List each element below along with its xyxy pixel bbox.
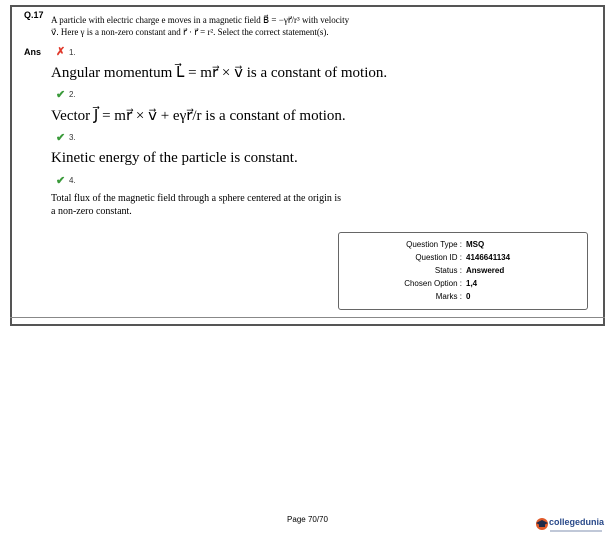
question-info-box bbox=[338, 232, 588, 310]
question-number: Q.17 bbox=[24, 10, 44, 20]
option-text: Kinetic energy of the particle is constant. bbox=[51, 150, 298, 166]
info-value: Answered bbox=[466, 266, 505, 275]
option-text-line-1: Total flux of the magnetic field through a sphere centered at the origin is bbox=[51, 193, 342, 204]
brand-tagline bbox=[550, 530, 602, 532]
info-label: Chosen Option : bbox=[404, 279, 462, 288]
brand-logo[interactable]: collegedunia bbox=[549, 517, 605, 527]
graduation-cap-icon bbox=[535, 518, 549, 530]
info-row-question-id bbox=[339, 253, 587, 265]
info-row-marks bbox=[339, 292, 587, 304]
info-label: Marks : bbox=[435, 292, 462, 301]
info-value: 4146641134 bbox=[466, 253, 511, 262]
option-text bbox=[51, 192, 421, 218]
info-row-question-type bbox=[339, 240, 587, 252]
info-value: 1,4 bbox=[466, 279, 478, 288]
option-text: Vector J⃗ = mr⃗ × v⃗ + eγr⃗/r is a constant of motion. bbox=[51, 108, 346, 124]
info-row-status bbox=[339, 266, 587, 278]
option-number: 3. bbox=[69, 133, 76, 142]
question-text-line-2: v⃗. Here γ is a non-zero constant and r⃗ · r⃗ = r². Select the correct statement(s). bbox=[51, 27, 329, 37]
check-icon: ✔ bbox=[56, 89, 66, 101]
cross-icon: ✗ bbox=[56, 46, 66, 58]
option-text-line-2: a non-zero constant. bbox=[51, 206, 132, 217]
info-value: MSQ bbox=[466, 240, 485, 249]
panel-divider bbox=[10, 317, 605, 318]
info-label: Status : bbox=[434, 266, 462, 275]
page-number: Page 70/70 bbox=[287, 515, 328, 524]
option-number: 1. bbox=[69, 48, 76, 57]
info-label: Question ID : bbox=[415, 253, 462, 262]
check-icon: ✔ bbox=[56, 175, 66, 187]
option-number: 2. bbox=[69, 90, 76, 99]
answer-label: Ans bbox=[24, 47, 42, 57]
option-text: Angular momentum L⃗ = mr⃗ × v⃗ is a constant of motion. bbox=[51, 65, 388, 81]
info-row-chosen-option bbox=[339, 279, 587, 291]
question-text bbox=[51, 14, 421, 38]
option-number: 4. bbox=[69, 176, 76, 185]
info-label: Question Type : bbox=[406, 240, 462, 249]
question-text-line-1: A particle with electric charge e moves in a magnetic field B⃗ = −γr⃗/r³ with velocity bbox=[51, 15, 350, 25]
check-icon: ✔ bbox=[56, 132, 66, 144]
info-value: 0 bbox=[466, 292, 471, 301]
